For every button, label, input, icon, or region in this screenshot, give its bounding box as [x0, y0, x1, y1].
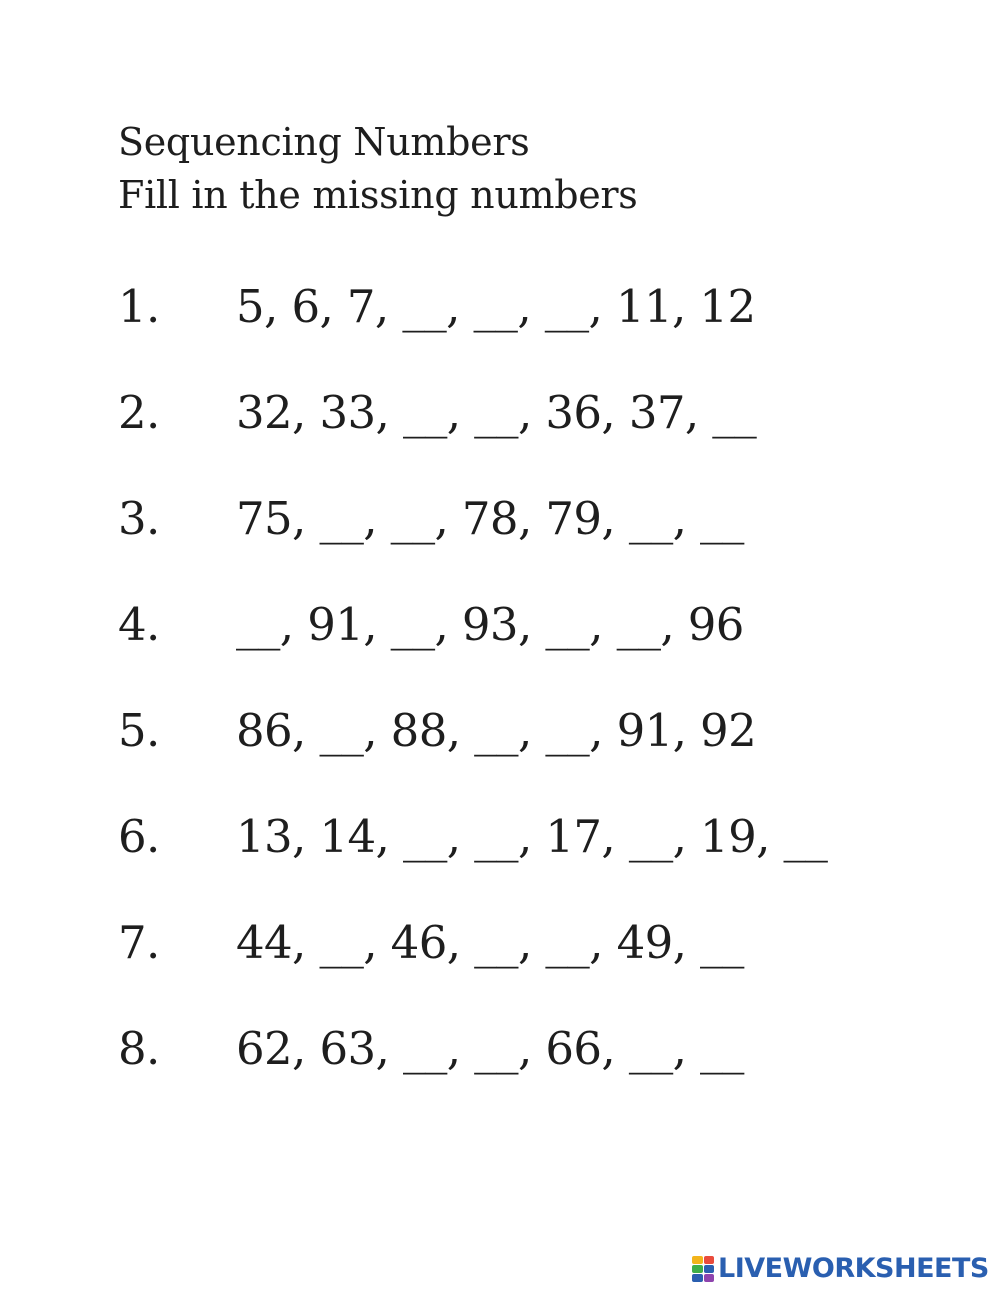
liveworksheets-logo: [692, 1253, 989, 1285]
worksheet-header: [118, 116, 638, 222]
question-number: 5.: [118, 704, 160, 757]
question-sequence: 86, __, 88, __, __, 91, 92: [236, 704, 757, 757]
question-sequence: 62, 63, __, __, 66, __, __: [236, 1022, 744, 1075]
question-number: 4.: [118, 598, 160, 651]
question-number: 7.: [118, 916, 160, 969]
worksheet-title: Sequencing Numbers: [118, 120, 530, 164]
question-number: 8.: [118, 1022, 160, 1075]
question-number: 6.: [118, 810, 160, 863]
question-number: 2.: [118, 386, 160, 439]
question-sequence: 44, __, 46, __, __, 49, __: [236, 916, 744, 969]
question-sequence: 13, 14, __, __, 17, __, 19, __: [236, 810, 828, 863]
liveworksheets-logo-icon: [692, 1256, 714, 1282]
question-sequence: 5, 6, 7, __, __, __, 11, 12: [236, 280, 756, 333]
question-sequence: 75, __, __, 78, 79, __, __: [236, 492, 744, 545]
question-number: 3.: [118, 492, 160, 545]
brand-name: LIVEWORKSHEETS: [718, 1253, 989, 1284]
question-sequence: 32, 33, __, __, 36, 37, __: [236, 386, 757, 439]
worksheet-instruction: Fill in the missing numbers: [118, 173, 638, 217]
question-sequence: __, 91, __, 93, __, __, 96: [236, 598, 744, 651]
question-number: 1.: [118, 280, 160, 333]
